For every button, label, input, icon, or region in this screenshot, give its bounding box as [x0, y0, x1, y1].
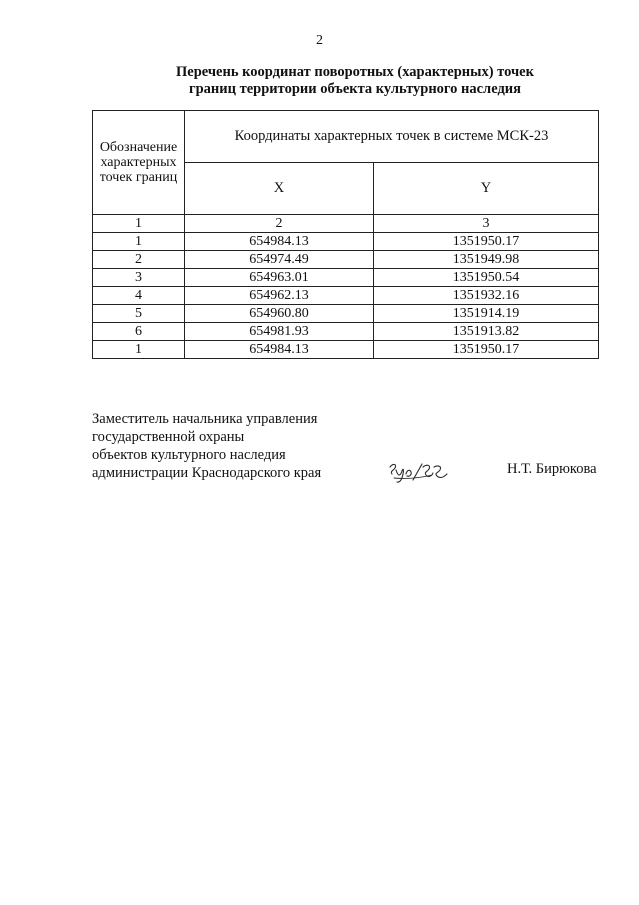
column-number-cell: 1	[93, 215, 185, 233]
point-cell: 6	[93, 323, 185, 341]
signatory-position-line-3: объектов культурного наследия	[92, 447, 286, 463]
point-cell: 3	[93, 269, 185, 287]
y-cell: 1351950.17	[374, 233, 599, 251]
point-cell: 2	[93, 251, 185, 269]
document-title	[60, 64, 639, 98]
designation-header	[93, 111, 185, 215]
x-cell: 654984.13	[185, 341, 374, 359]
column-number-row	[93, 215, 599, 233]
table-row	[93, 287, 599, 305]
designation-header-line-2: характерных	[100, 155, 177, 170]
point-cell: 1	[93, 341, 185, 359]
signer-name: Н.Т. Бирюкова	[507, 461, 597, 477]
y-cell: 1351950.17	[374, 341, 599, 359]
x-cell: 654962.13	[185, 287, 374, 305]
column-number-cell: 3	[374, 215, 599, 233]
x-cell: 654963.01	[185, 269, 374, 287]
coordinates-table	[92, 110, 599, 359]
coordinate-system-header: Координаты характерных точек в системе МСК-23	[185, 111, 599, 163]
table-row	[93, 233, 599, 251]
signatory-position-line-4: администрации Краснодарского края	[92, 465, 322, 481]
x-cell: 654974.49	[185, 251, 374, 269]
y-cell: 1351950.54	[374, 269, 599, 287]
y-cell: 1351914.19	[374, 305, 599, 323]
x-cell: 654960.80	[185, 305, 374, 323]
document-title-line-1: Перечень координат поворотных (характерных) точек	[176, 64, 534, 80]
y-cell: 1351949.98	[374, 251, 599, 269]
handwritten-signature	[386, 458, 452, 486]
y-cell: 1351913.82	[374, 323, 599, 341]
table-row	[93, 341, 599, 359]
x-cell: 654984.13	[185, 233, 374, 251]
table-row	[93, 251, 599, 269]
point-cell: 5	[93, 305, 185, 323]
signatory-position-line-2: государственной охраны	[92, 429, 245, 445]
point-cell: 1	[93, 233, 185, 251]
document-title-line-2: границ территории объекта культурного наследия	[189, 81, 521, 97]
y-cell: 1351932.16	[374, 287, 599, 305]
column-number-cell: 2	[185, 215, 374, 233]
designation-header-line-1: Обозначение	[99, 140, 178, 155]
signatory-position	[92, 410, 321, 482]
y-header: Y	[374, 163, 599, 215]
designation-header-line-3: точек границ	[99, 170, 178, 185]
table-header-row	[93, 111, 599, 163]
x-header: X	[185, 163, 374, 215]
table-row	[93, 323, 599, 341]
page-number: 2	[316, 33, 323, 48]
point-cell: 4	[93, 287, 185, 305]
x-cell: 654981.93	[185, 323, 374, 341]
signatory-position-line-1: Заместитель начальника управления	[92, 411, 318, 427]
table-row	[93, 305, 599, 323]
table-row	[93, 269, 599, 287]
